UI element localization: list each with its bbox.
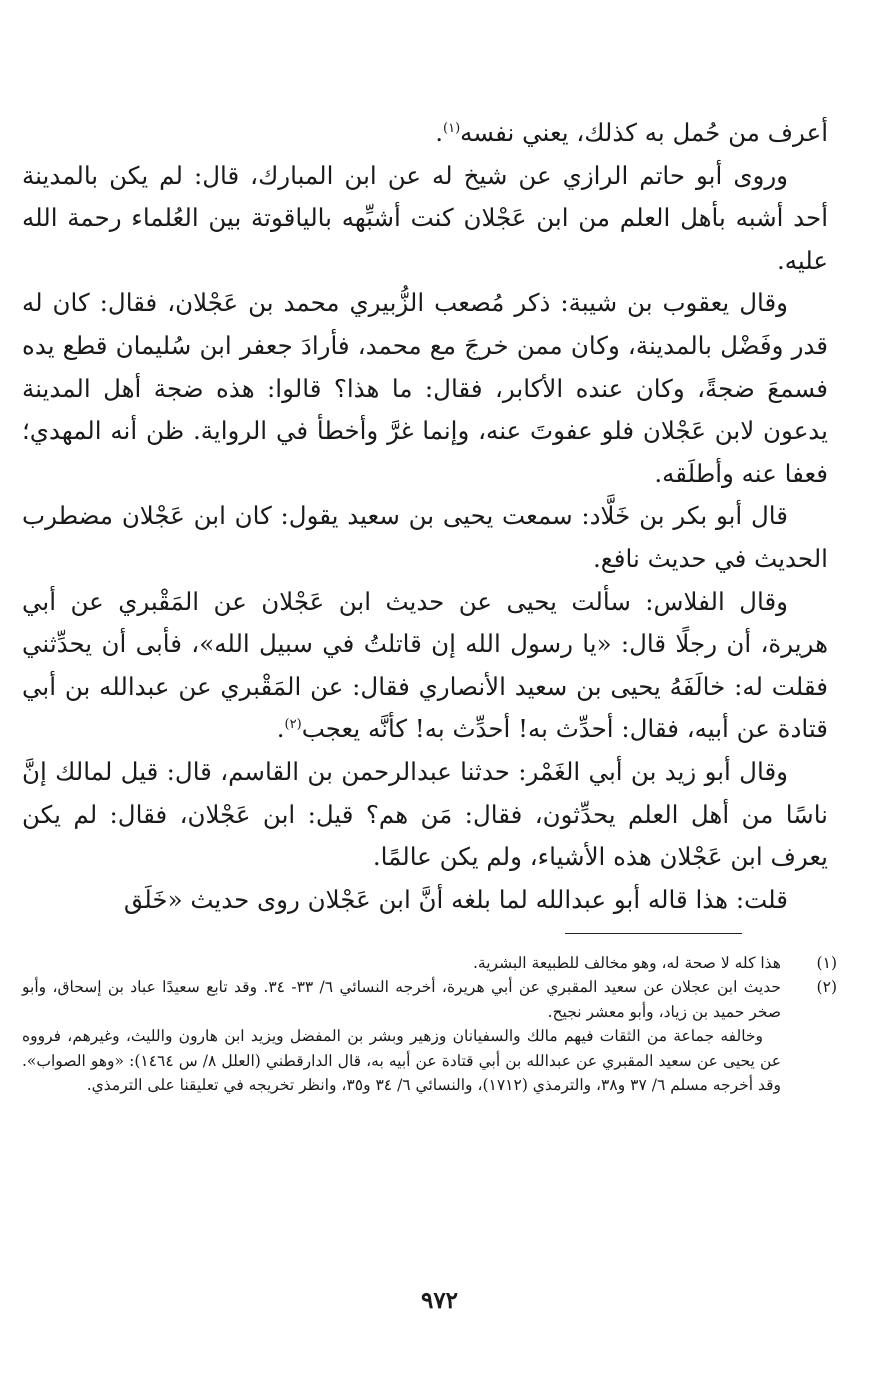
footnote-number: (٢) [816, 978, 837, 997]
paragraph-3: وقال يعقوب بن شيبة: ذكر مُصعب الزُّبيري محمد بن عَجْلان، فقال: كان له قدر وفَضْل بالمدينة، وكان ممن خرجَ مع محمد، فأرادَ جعفر ابن سُليمان قطع يده فسمعَ ضجةً، وكان عنده الأكابر، فقال: ما هذا؟ قالوا: هذه ضجة أهل المدينة يدعون لابن عَجْلان فلو عفوتَ عنه، وإنما غرَّ وأخطأ في الرواية. ظن أنه المهدي؛ فعفا عنه وأطلَقه. [22, 288, 828, 488]
main-text [22, 112, 828, 921]
paragraph-6: وقال أبو زيد بن أبي الغَمْر: حدثنا عبدالرحمن بن القاسم، قال: قيل لمالك إنَّ ناسًا من أهل العلم يحدِّثون، فقال: مَن هم؟ قيل: ابن عَجْلان، فقال: لم يكن يعرف ابن عَجْلان هذه الأشياء، ولم يكن عالمًا. [22, 756, 828, 872]
footnote-2 [22, 975, 837, 1097]
footnote-text: حديث ابن عجلان عن سعيد المقبري عن أبي هريرة، أخرجه النسائي ٦/ ٣٣- ٣٤. وقد تابع سعيدًا عباد بن إسحاق، وأبو صخر حميد بن زياد، وأبو معشر نجيح. [22, 978, 781, 1021]
footnote-text: وخالفه جماعة من الثقات فيهم مالك والسفيانان وزهير وبشر بن المفضل ويزيد ابن هارون والليث، وغيرهم، فرووه عن يحيى عن سعيد المقبري عن عبدالله بن أبي قتادة عن أبيه به، قال الدارقطني (العلل ٨/ س ١٤٦٤): «وهو الصواب». وقد أخرجه مسلم ٦/ ٣٧ و٣٨، والترمذي (١٧١٢)، والنسائي ٦/ ٣٤ و٣٥، وانظر تخريجه في تعليقنا على الترمذي. [22, 1027, 781, 1095]
footnotes [22, 951, 837, 1097]
footnote-number: (١) [816, 954, 837, 972]
paragraph-4: قال أبو بكر بن خَلَّاد: سمعت يحيى بن سعيد يقول: كان ابن عَجْلان مضطرب الحديث في حديث نافع. [22, 501, 828, 573]
footnote-text: هذا كله لا صحة له، وهو مخالف للطبيعة البشرية. [472, 954, 781, 972]
footnote-1 [22, 951, 837, 975]
paragraph-5: وقال الفلاس: سألت يحيى عن حديث ابن عَجْلان عن المَقْبري عن أبي هريرة، أن رجلًا قال: «يا رسول الله إن قاتلتُ في سبيل الله»، فأبى أن يحدِّثني فقلت له: خالَفَهُ يحيى بن سعيد الأنصاري فقال: عن المَقْبري عن عبدالله بن أبي قتادة عن أبيه، فقال: أحدِّث به! أحدِّث به! كأنَّه يعجب$^{(٢)}$. [22, 586, 828, 744]
footnote-ref-2[interactable]: (٢) [284, 717, 302, 733]
paragraph-2: وروى أبو حاتم الرازي عن شيخ له عن ابن المبارك، قال: لم يكن بالمدينة أحد أشبه بأهل العلم من ابن عَجْلان كنت أشبِّهه بالياقوتة بين العُلماء رحمة الله عليه. [22, 160, 828, 275]
page-number: ٩٧٢ [420, 1287, 459, 1314]
footnote-body [22, 951, 781, 975]
footnote-separator [565, 933, 742, 934]
footnote-ref-1[interactable]: (١) [443, 120, 461, 136]
footnote-body [22, 975, 781, 1097]
paragraph-7: قلت: هذا قاله أبو عبدالله لما بلغه أنَّ ابن عَجْلان روى حديث «خَلَق [123, 884, 788, 914]
paragraph-1: أعرف من حُمل به كذلك، يعني نفسه$^{(١)}$. [435, 118, 828, 147]
